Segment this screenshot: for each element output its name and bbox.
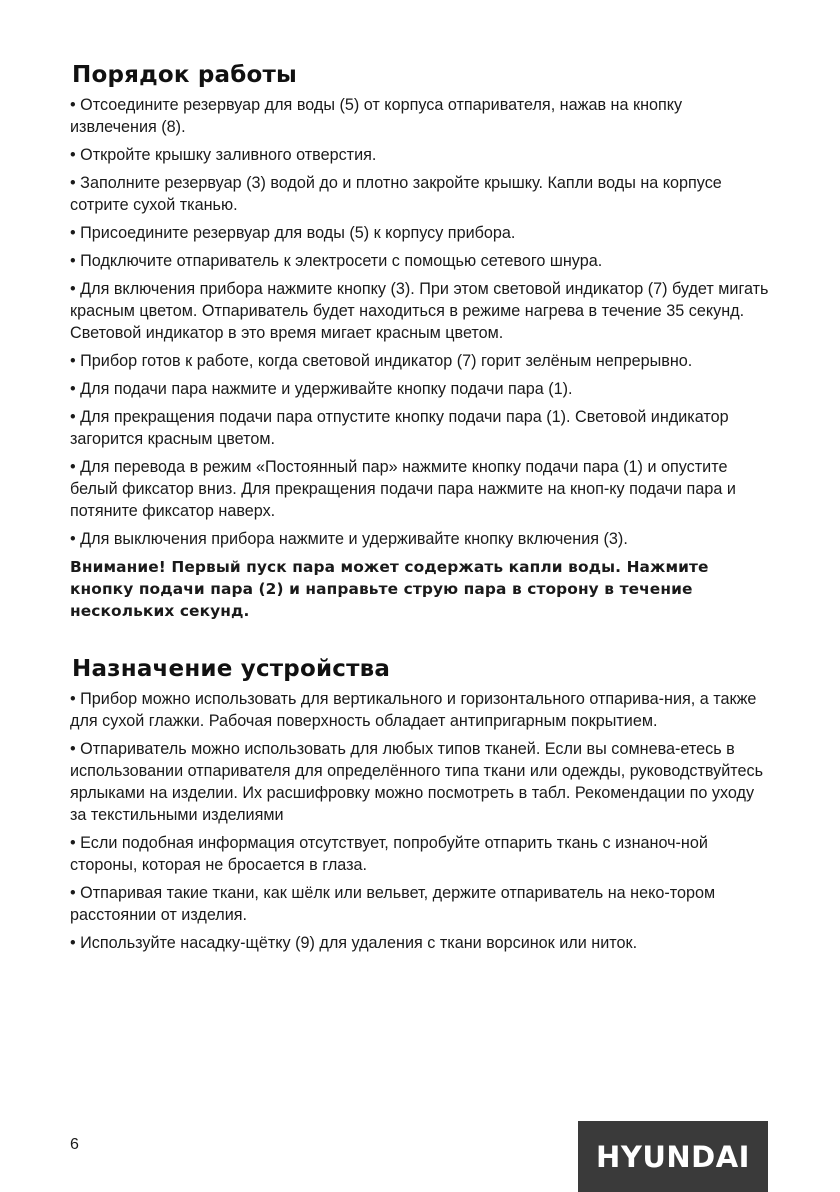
section-purpose — [72, 656, 772, 954]
brand-logo-text: HYUNDAI — [596, 1139, 750, 1174]
list-item: • Прибор готов к работе, когда световой индикатор (7) горит зелёным непрерывно. — [70, 352, 693, 370]
brand-logo — [578, 1121, 768, 1192]
section-title-purpose: Назначение устройства — [72, 656, 391, 682]
list-item: • Присоедините резервуар для воды (5) к корпусу прибора. — [70, 224, 516, 242]
list-item: • Используйте насадку-щётку (9) для удаления с ткани ворсинок или ниток. — [70, 934, 638, 952]
list-item: • Отпариватель можно использовать для любых типов тканей. Если вы сомнева-етесь в использовании отпаривателя для определённого типа ткани или одежды, руководствуйтесь ярлыками на изделии. Их расшифровку можно посмотреть в табл. Рекомендации по уходу за текстильными изделиями — [70, 740, 764, 824]
list-item: • Прибор можно использовать для вертикального и горизонтального отпарива-ния, а также для сухой глажки. Рабочая поверхность обладает антипригарным покрытием. — [70, 690, 757, 730]
list-item: • Подключите отпариватель к электросети с помощью сетевого шнура. — [70, 252, 603, 270]
list-item: • Заполните резервуар (3) водой до и плотно закройте крышку. Капли воды на корпусе сотрите сухой тканью. — [70, 174, 722, 214]
section-title-operation: Порядок работы — [72, 62, 298, 88]
section-operation — [72, 62, 772, 622]
list-item: • Для выключения прибора нажмите и удерживайте кнопку включения (3). — [70, 530, 628, 548]
list-item: • Для подачи пара нажмите и удерживайте кнопку подачи пара (1). — [70, 380, 573, 398]
page-content — [72, 62, 772, 960]
page-number: 6 — [70, 1136, 79, 1153]
list-item: • Для перевода в режим «Постоянный пар» нажмите кнопку подачи пара (1) и опустите белый фиксатор вниз. Для прекращения подачи пара нажмите на кноп-ку подачи пара и потяните фиксатор наверх. — [70, 458, 736, 520]
list-item: • Для прекращения подачи пара отпустите кнопку подачи пара (1). Световой индикатор загорится красным цветом. — [70, 408, 729, 448]
warning-text: Внимание! Первый пуск пара может содержать капли воды. Нажмите кнопку подачи пара (2) и направьте струю пара в сторону в течение нескольких секунд. — [70, 558, 709, 620]
list-item: • Для включения прибора нажмите кнопку (3). При этом световой индикатор (7) будет мигать красным цветом. Отпариватель будет находиться в режиме нагрева в течение 35 секунд. Световой индикатор в это время мигает красным цветом. — [70, 280, 769, 342]
list-item: • Отпаривая такие ткани, как шёлк или вельвет, держите отпариватель на неко-тором расстоянии от изделия. — [70, 884, 716, 924]
list-item: • Отсоедините резервуар для воды (5) от корпуса отпаривателя, нажав на кнопку извлечения (8). — [70, 96, 683, 136]
list-item: • Откройте крышку заливного отверстия. — [70, 146, 377, 164]
list-item: • Если подобная информация отсутствует, попробуйте отпарить ткань с изнаноч-ной стороны, которая не бросается в глаза. — [70, 834, 708, 874]
